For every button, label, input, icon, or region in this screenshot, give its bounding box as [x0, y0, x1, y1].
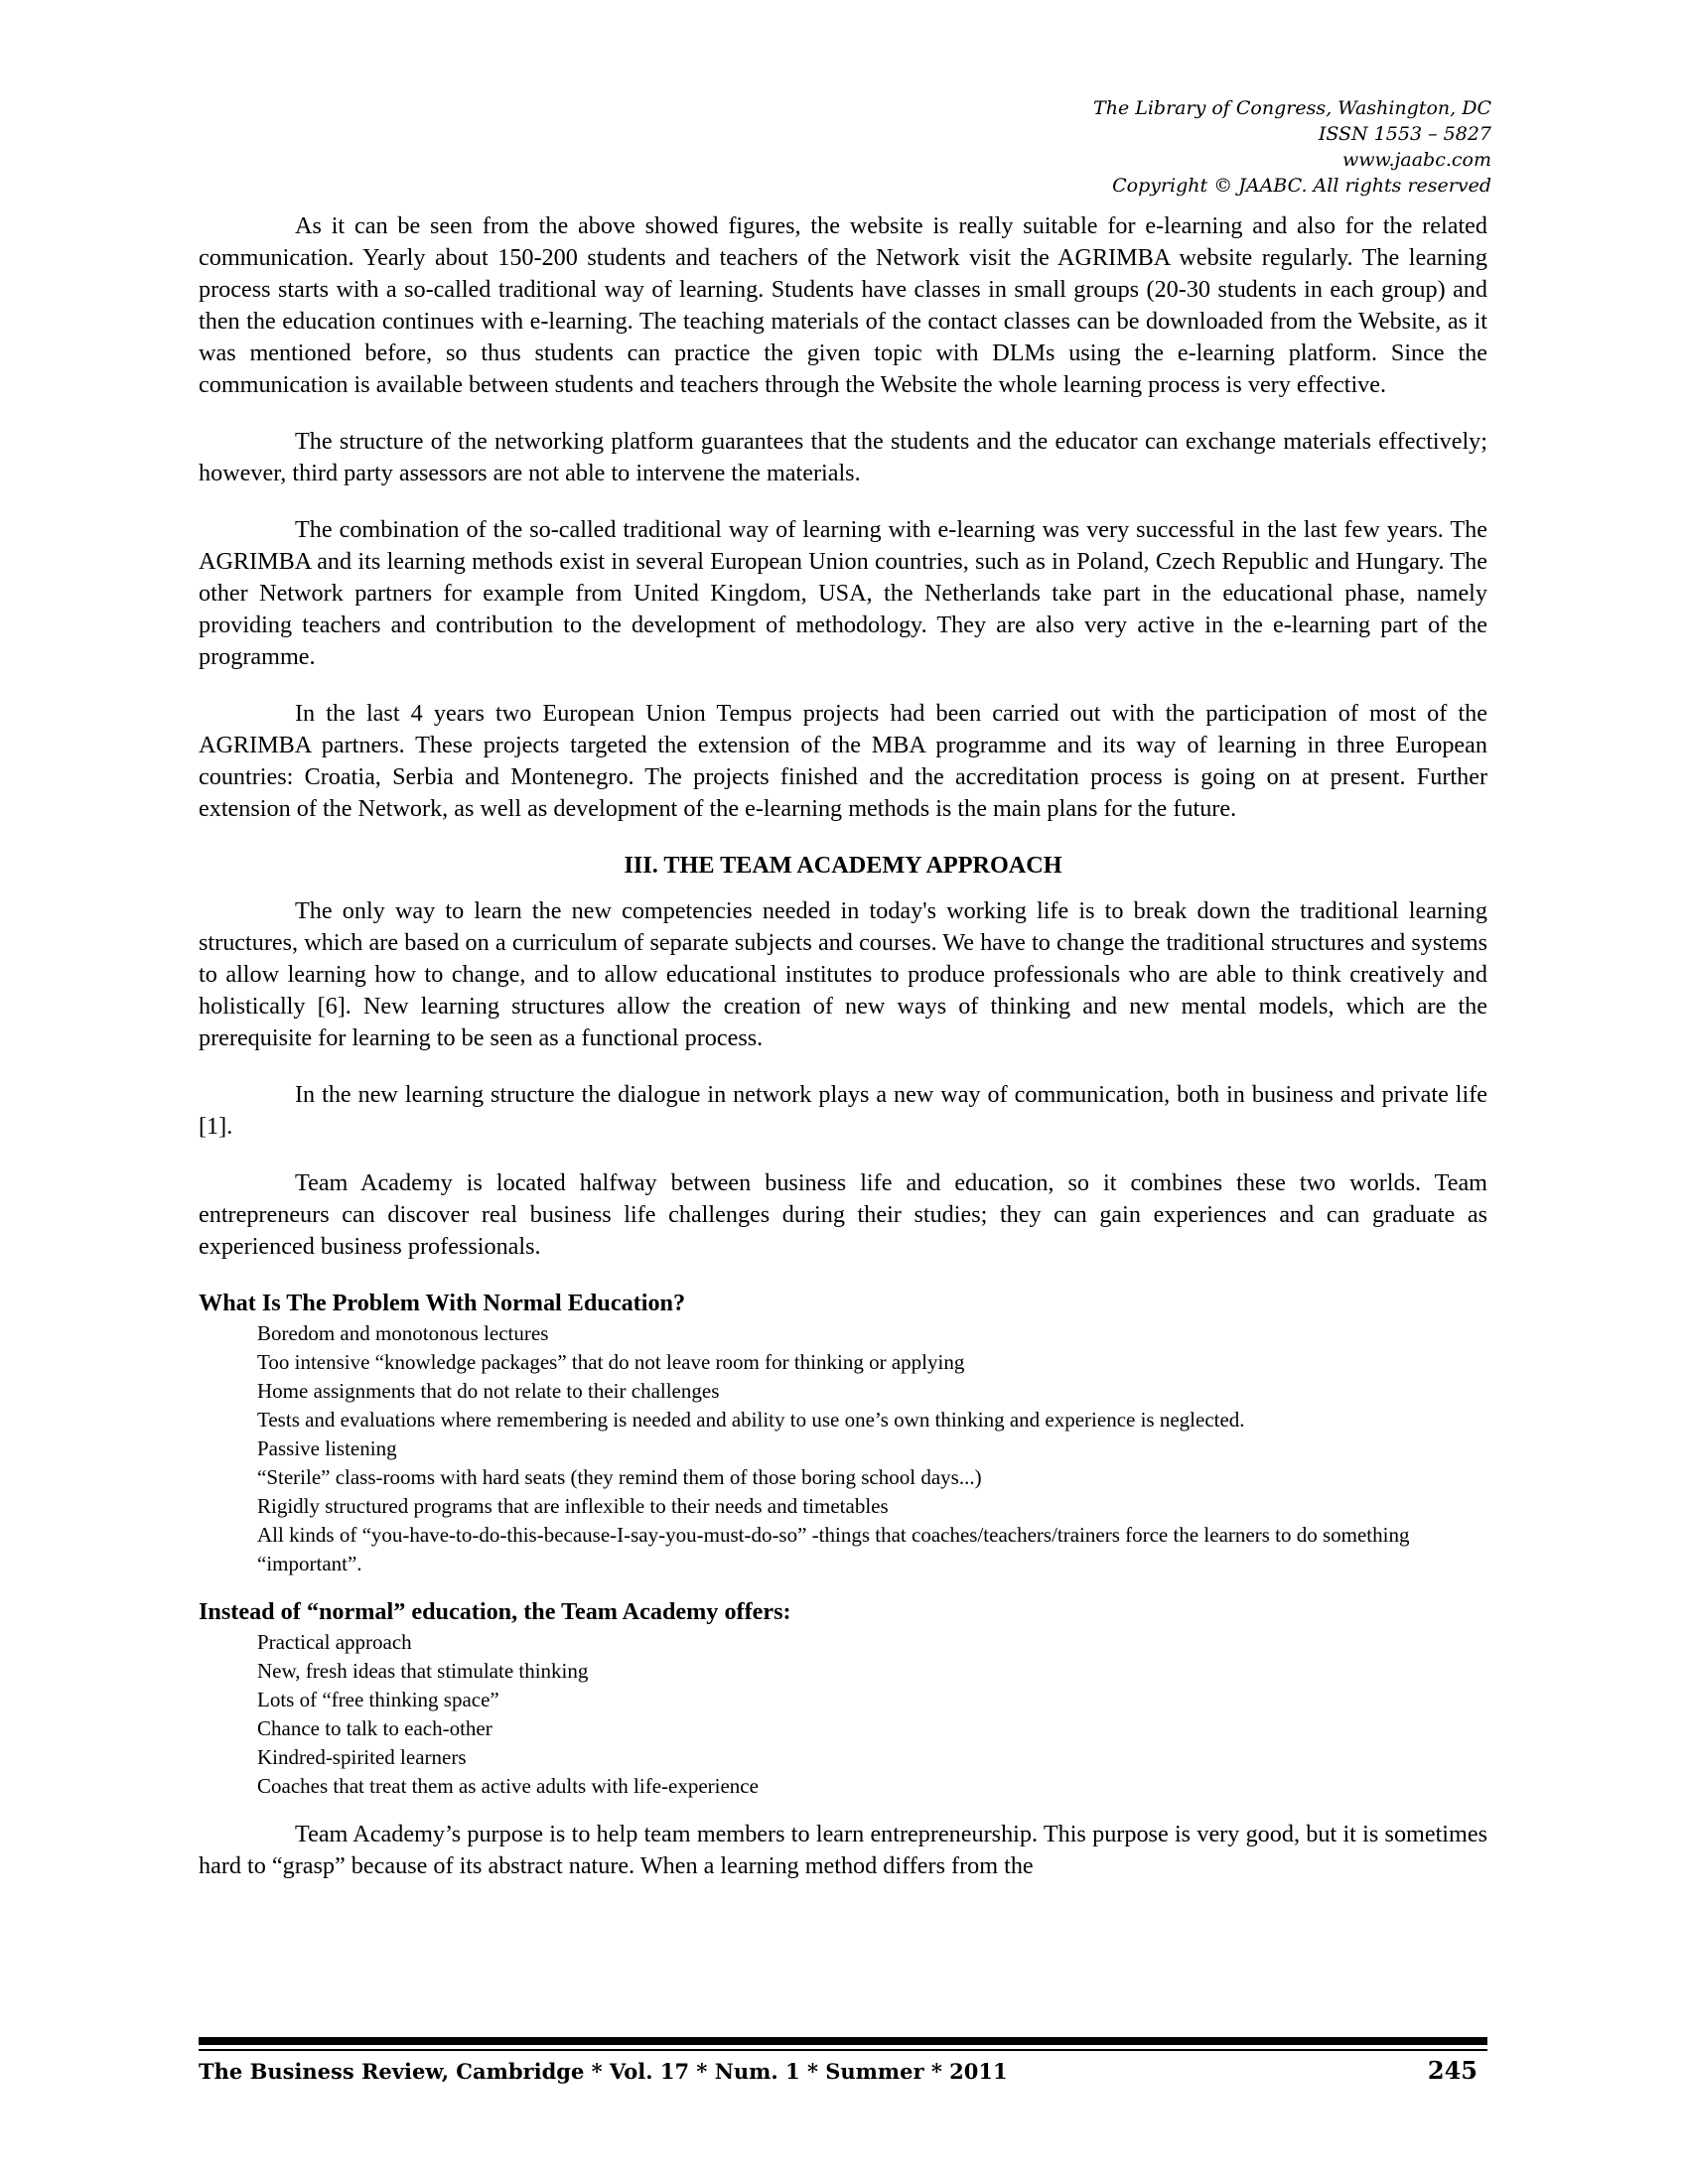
list-item: Kindred-spirited learners: [257, 1745, 467, 1769]
paragraph-traditional-elearning: The combination of the so-called traditional way of learning with e-learning was very successful in the last few years. The AGRIMBA and its learning methods exist in several European Union countries, such as in Poland, Czech Republic and Hungary. The other Network partners for example from United Kingdom, USA, the Netherlands take part in the educational phase, namely providing teachers and contribution to the development of methodology. They are also very active in the e-learning part of the programme.: [199, 516, 1487, 670]
header-copyright-line: Copyright © JAABC. All rights reserved: [1112, 175, 1491, 197]
list-item: “Sterile” class-rooms with hard seats (they remind them of those boring school days...): [257, 1465, 982, 1489]
list-item: Boredom and monotonous lectures: [257, 1321, 549, 1345]
paragraph-new-competencies: The only way to learn the new competencies needed in today's working life is to break down the traditional learning structures, which are based on a curriculum of separate subjects and courses. We have to change the traditional structures and systems to allow learning how to change, and to allow educational institutes to produce professionals who are able to think creatively and holistically [6]. New learning structures allow the creation of new ways of thinking and new mental models, which are the prerequisite for learning to be seen as a functional process.: [199, 897, 1487, 1051]
header-website-line: www.jaabc.com: [1341, 149, 1491, 171]
problem-heading: What Is The Problem With Normal Education?: [199, 1290, 686, 1316]
header-issn-line: ISSN 1553 – 5827: [1318, 123, 1491, 145]
paragraph-dialogue-network: In the new learning structure the dialogue in network plays a new way of communication, both in business and private life [1].: [199, 1081, 1487, 1140]
page-number: 245: [1427, 2056, 1477, 2085]
paragraph-networking-platform: The structure of the networking platform guarantees that the students and the educator can exchange materials effectively; however, third party assessors are not able to intervene the materials.: [199, 428, 1487, 486]
header-library-line: The Library of Congress, Washington, DC: [1093, 97, 1491, 119]
list-item: Chance to talk to each-other: [257, 1716, 492, 1740]
list-item: Home assignments that do not relate to their challenges: [257, 1379, 720, 1403]
footer-divider-thin: [199, 2049, 1487, 2051]
offers-list: [199, 1628, 1487, 1801]
journal-header: [598, 95, 1491, 199]
offers-heading: Instead of “normal” education, the Team Academy offers:: [199, 1598, 791, 1625]
paragraph-tempus-projects: In the last 4 years two European Union Tempus projects had been carried out with the participation of most of the AGRIMBA partners. These projects targeted the extension of the MBA programme and its way of learning in three European countries: Croatia, Serbia and Montenegro. The projects finished and the accreditation process is going on at present. Further extension of the Network, as well as development of the e-learning methods is the main plans for the future.: [199, 700, 1487, 822]
article-body: [199, 210, 1487, 1907]
section-title: III. THE TEAM ACADEMY APPROACH: [624, 852, 1062, 879]
list-item: Coaches that treat them as active adults with life-experience: [257, 1774, 759, 1798]
paragraph-team-academy-location: Team Academy is located halfway between business life and education, so it combines these two worlds. Team entrepreneurs can discover real business life challenges during their studies; they can gain experiences and can graduate as experienced business professionals.: [199, 1169, 1487, 1260]
problem-list: [199, 1319, 1487, 1578]
list-item: Too intensive “knowledge packages” that do not leave room for thinking or applying: [257, 1350, 965, 1374]
footer-divider-thick: [199, 2037, 1487, 2045]
list-item: Practical approach: [257, 1630, 412, 1654]
list-item: Tests and evaluations where remembering is needed and ability to use one’s own thinking and experience is neglected.: [257, 1408, 1245, 1432]
list-item: New, fresh ideas that stimulate thinking: [257, 1659, 589, 1683]
list-item: All kinds of “you-have-to-do-this-because-I-say-you-must-do-so” -things that coaches/teachers/trainers force the learners to do something “important”.: [257, 1523, 1410, 1575]
paragraph-team-academy-purpose: Team Academy’s purpose is to help team members to learn entrepreneurship. This purpose is very good, but it is sometimes hard to “grasp” because of its abstract nature. When a learning method differs from the: [199, 1821, 1487, 1879]
footer-journal-citation: The Business Review, Cambridge * Vol. 17 * Num. 1 * Summer * 2011: [199, 2059, 1008, 2084]
list-item: Rigidly structured programs that are inflexible to their needs and timetables: [257, 1494, 889, 1518]
list-item: Passive listening: [257, 1436, 397, 1460]
list-item: Lots of “free thinking space”: [257, 1688, 499, 1711]
paragraph-website-suitability: As it can be seen from the above showed figures, the website is really suitable for e-learning and also for the related communication. Yearly about 150-200 students and teachers of the Network visit the AGRIMBA website regularly. The learning process starts with a so-called traditional way of learning. Students have classes in small groups (20-30 students in each group) and then the education continues with e-learning. The teaching materials of the contact classes can be downloaded from the Website, as it was mentioned before, so thus students can practice the given topic with DLMs using the e-learning platform. Since the communication is available between students and teachers through the Website the whole learning process is very effective.: [199, 212, 1487, 398]
